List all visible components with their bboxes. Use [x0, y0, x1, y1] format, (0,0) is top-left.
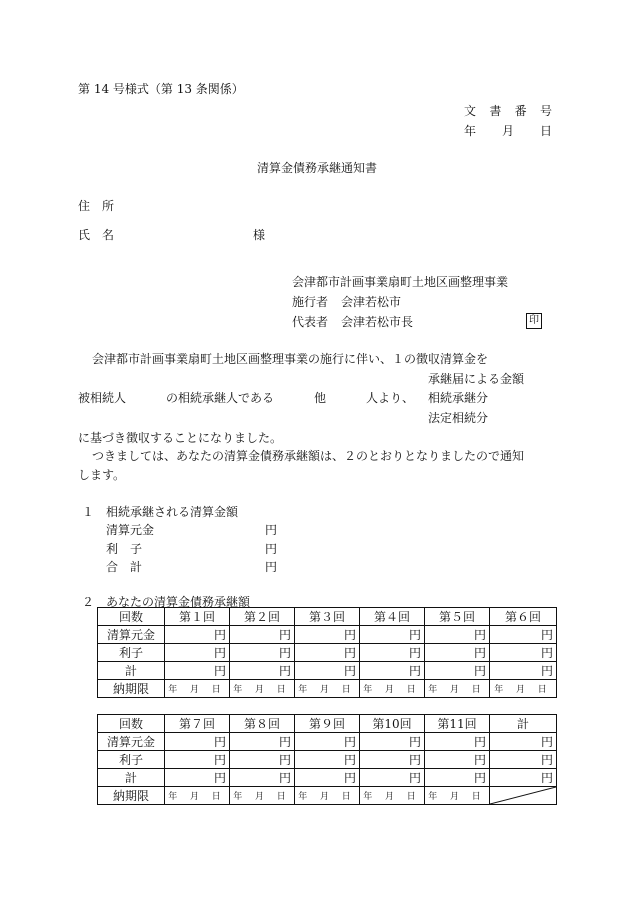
t1-total-row [98, 662, 557, 680]
deadline-cell: 年 月 日 [165, 680, 230, 698]
t1-principal-row [98, 626, 557, 644]
t2-principal-row [98, 733, 557, 751]
s1-label-total: 合 計 [106, 560, 143, 574]
body-line5: つきましては、あなたの清算金債務承継額は、２のとおりとなりましたので通知 [92, 449, 525, 463]
t1-header: 第２回 [230, 608, 295, 626]
amount-cell: 円 [165, 644, 230, 662]
body-option-3: 法定相続分 [428, 411, 489, 425]
form-id: 第 14 号様式（第 13 条関係） [78, 82, 244, 96]
amount-cell: 円 [490, 733, 557, 751]
deadline-cell: 年 月 日 [230, 680, 295, 698]
amount-cell: 円 [425, 644, 490, 662]
t1-header: 第４回 [360, 608, 425, 626]
t2-header: 第11回 [425, 715, 490, 733]
deadline-cell: 年 月 日 [425, 787, 490, 805]
rep: 会津若松市長 [341, 315, 414, 329]
body-line6: します。 [78, 468, 126, 482]
amount-cell: 円 [360, 662, 425, 680]
amount-cell: 円 [295, 662, 360, 680]
deadline-cell: 年 月 日 [295, 787, 360, 805]
address-label: 住 所 [78, 199, 115, 213]
deadline-cell: 年 月 日 [425, 680, 490, 698]
deadline-cell: 年 月 日 [490, 680, 557, 698]
t2-header: 計 [490, 715, 557, 733]
body-option-2: 相続承継分 [428, 391, 489, 405]
amount-cell: 円 [165, 769, 230, 787]
deadline-cell: 年 月 日 [295, 680, 360, 698]
deadline-cell: 年 月 日 [360, 680, 425, 698]
body-from: 人より、 [366, 391, 415, 405]
amount-cell: 円 [425, 751, 490, 769]
t1-deadline-row [98, 680, 557, 698]
t1-row-label: 清算元金 [98, 626, 165, 644]
t2-interest-row [98, 751, 557, 769]
amount-cell: 円 [360, 769, 425, 787]
amount-cell: 円 [360, 733, 425, 751]
payment-table-2 [97, 714, 557, 805]
deadline-cell: 年 月 日 [230, 787, 295, 805]
payment-table-1 [97, 607, 557, 698]
t1-header-row [98, 608, 557, 626]
date-line: 年 月 日 [464, 124, 552, 138]
amount-cell: 円 [230, 662, 295, 680]
amount-cell: 円 [230, 769, 295, 787]
s1-unit-interest: 円 [265, 542, 278, 556]
amount-cell: 円 [425, 662, 490, 680]
seal-stamp: 印 [526, 313, 542, 329]
diagonal-blank-cell [490, 787, 557, 805]
amount-cell: 円 [295, 644, 360, 662]
s1-label-interest: 利 子 [106, 542, 143, 556]
t2-header: 第７回 [165, 715, 230, 733]
section2-heading: ２ あなたの清算金債務承継額 [82, 595, 251, 609]
body-heir: の相続承継人である [166, 391, 275, 405]
amount-cell: 円 [295, 751, 360, 769]
amount-cell: 円 [490, 751, 557, 769]
t2-row-label: 納期限 [98, 787, 165, 805]
amount-cell: 円 [295, 769, 360, 787]
page-title: 清算金債務承継通知書 [257, 161, 378, 175]
t2-total-row [98, 769, 557, 787]
t1-header: 第１回 [165, 608, 230, 626]
deadline-cell: 年 月 日 [360, 787, 425, 805]
amount-cell: 円 [165, 662, 230, 680]
body-others: 他 [314, 391, 327, 405]
amount-cell: 円 [165, 626, 230, 644]
amount-cell: 円 [425, 733, 490, 751]
doc-number: 文 書 番 号 [464, 104, 552, 118]
amount-cell: 円 [295, 733, 360, 751]
amount-cell: 円 [165, 751, 230, 769]
body-line1: 会津都市計画事業扇町土地区画整理事業の施行に伴い、１の徴収清算金を [92, 352, 489, 366]
amount-cell: 円 [425, 769, 490, 787]
s1-unit-principal: 円 [265, 523, 278, 537]
honorific: 様 [253, 228, 266, 242]
amount-cell: 円 [360, 626, 425, 644]
t2-row-label: 清算元金 [98, 733, 165, 751]
sender-project: 会津都市計画事業扇町土地区画整理事業 [292, 275, 509, 289]
deadline-cell: 年 月 日 [165, 787, 230, 805]
amount-cell: 円 [230, 751, 295, 769]
t2-deadline-row [98, 787, 557, 805]
t1-row-label: 計 [98, 662, 165, 680]
t1-row-label: 利子 [98, 644, 165, 662]
amount-cell: 円 [490, 644, 557, 662]
amount-cell: 円 [295, 626, 360, 644]
executor: 会津若松市 [341, 295, 402, 309]
t1-header: 第３回 [295, 608, 360, 626]
t1-header: 第６回 [490, 608, 557, 626]
amount-cell: 円 [490, 769, 557, 787]
amount-cell: 円 [230, 626, 295, 644]
s1-unit-total: 円 [265, 560, 278, 574]
t2-header: 第９回 [295, 715, 360, 733]
t2-row-label: 計 [98, 769, 165, 787]
body-decedent: 被相続人 [78, 391, 127, 405]
amount-cell: 円 [490, 626, 557, 644]
t2-row-label: 利子 [98, 751, 165, 769]
t1-header: 第５回 [425, 608, 490, 626]
amount-cell: 円 [165, 733, 230, 751]
amount-cell: 円 [425, 626, 490, 644]
rep-label: 代表者 [292, 315, 329, 329]
section1-heading: １ 相続承継される清算金額 [82, 505, 239, 519]
body-line4: に基づき徴収することになりました。 [78, 431, 283, 445]
t2-header: 第８回 [230, 715, 295, 733]
t1-row-label: 回数 [98, 608, 165, 626]
t1-interest-row [98, 644, 557, 662]
amount-cell: 円 [360, 751, 425, 769]
s1-label-principal: 清算元金 [106, 523, 155, 537]
t2-row-label: 回数 [98, 715, 165, 733]
amount-cell: 円 [490, 662, 557, 680]
name-label: 氏 名 [78, 228, 115, 242]
executor-label: 施行者 [292, 295, 329, 309]
diagonal-line [490, 787, 556, 804]
t2-header: 第10回 [360, 715, 425, 733]
t1-row-label: 納期限 [98, 680, 165, 698]
amount-cell: 円 [230, 733, 295, 751]
body-option-1: 承継届による金額 [428, 372, 525, 386]
amount-cell: 円 [230, 644, 295, 662]
amount-cell: 円 [360, 644, 425, 662]
t2-header-row [98, 715, 557, 733]
